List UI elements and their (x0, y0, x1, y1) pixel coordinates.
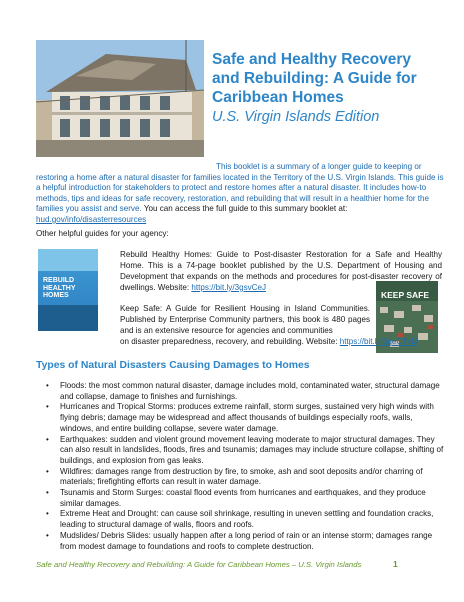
rebuild-healthy-homes-cover-title: REBUILD HEALTHY HOMES (43, 277, 76, 300)
title-block (212, 50, 442, 127)
rebuild-healthy-homes-description: Rebuild Healthy Homes: Guide to Post-disaster Restoration for a Safe and Healthy Home. This is a 74-page booklet published by the U.S. Department of Housing and Development that expands on the methods and procedures for post-disaster recovery of dwellings. Website: https://bit.ly/3gsvCeJ (120, 250, 442, 292)
section-heading: Types of Natural Disasters Causing Damages to Homes (36, 360, 310, 371)
list-item: • Tsunamis and Storm Surges: coastal flood events from hurricanes and earthquakes, and they produce similar damages. (60, 488, 446, 509)
list-item: • Hurricanes and Tropical Storms: produces extreme rainfall, storm surges, sustained very high winds with flying debris; damage may be widespread and affect thousands of buildings especially roofs, walls, windows, and entire building collapse, severe water damage. (60, 402, 446, 434)
intro-paragraph (36, 162, 444, 226)
cover-image-band (38, 249, 98, 271)
list-item: • Earthquakes: sudden and violent ground movement leaving moderate to major structural damages. They can also result in landslides, floods, fires and tsunamis; damages may include structure collapse, shifting of buildings, and explosion from gas leaks. (60, 435, 446, 467)
page-number: 1 (393, 559, 398, 569)
page-subtitle: U.S. Virgin Islands Edition (212, 109, 380, 125)
page-title-line-2: and Rebuilding: A Guide for (212, 70, 417, 87)
list-item: • Wildfires: damages range from destruction by fire, to smoke, ash and soot deposits and/or charring of materials; firefighting efforts can result in water damage. (60, 467, 446, 488)
list-item: • Extreme Heat and Drought: can cause soil shrinkage, resulting in uneven settling and foundation cracks, leading to structural damage of walls, floors and roofs. (60, 509, 446, 530)
rebuild-healthy-homes-link[interactable]: https://bit.ly/3gsvCeJ (191, 282, 267, 292)
damaged-building-illustration (36, 40, 204, 157)
full-guide-link[interactable]: hud.gov/info/disasterresources (36, 214, 147, 224)
intro-lead: This booklet is a summary of a longer guide to keeping or restoring a home after a natural disaster for families located in the Territory of the U.S. Virgin Islands. This guide is a helpful introduction for stakeholders to protect and restore homes after a natural disaster. It includes how-to methods, tips and ideas for safe recovery, restoration, and rebuilding that will result in a healthier home for the families you assist and serve. (36, 162, 444, 214)
keep-safe-cover-title: KEEP SAFE (381, 290, 430, 300)
cover-footer-band (38, 305, 98, 331)
page-title-line-1: Safe and Healthy Recovery (212, 51, 412, 68)
rebuild-healthy-homes-cover (38, 249, 98, 331)
keep-safe-description-tail: on disaster preparedness, recovery, and rebuilding. Website: https://bit.ly/3geCTxM (120, 337, 418, 346)
list-item: • Mudslides/ Debris Slides: usually happen after a long period of rain or an intense storm; damages range from modest damage to foundations and roofs to complete destruction. (60, 531, 446, 552)
keep-safe-link[interactable]: https://bit.ly/3geCTxM (339, 337, 418, 346)
page-footer: Safe and Healthy Recovery and Rebuilding: A Guide for Caribbean Homes – U.S. Virgin Islands (36, 560, 362, 569)
intro-access-text: You can access the full guide to this summary booklet at: (143, 204, 348, 214)
page-title-line-3: Caribbean Homes (212, 89, 344, 106)
keep-safe-description: Keep Safe: A Guide for Resilient Housing in Island Communities. Published by Enterprise Community partners, this book is 480 pages and is an extensive resource for agencies and communities (120, 304, 370, 335)
list-item: • Floods: the most common natural disaster, damage includes mold, contaminated water, structural damage and collapse, damage to finishes and furnishings. (60, 381, 446, 402)
disaster-types-list (60, 381, 446, 552)
other-guides-label: Other helpful guides for your agency: (36, 229, 169, 238)
damaged-building-photo (36, 40, 204, 157)
